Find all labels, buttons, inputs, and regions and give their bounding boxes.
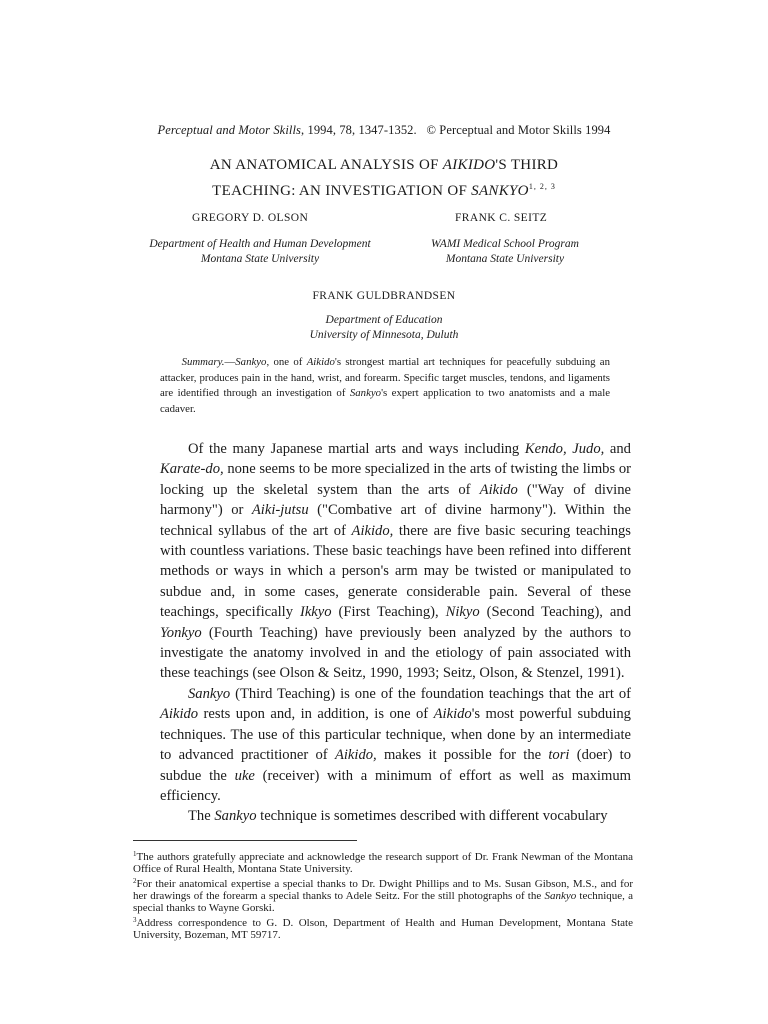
- title-text: 'S THIRD: [495, 157, 559, 173]
- footnote-text: technique, a special thanks to Wayne Gorski.: [133, 890, 633, 914]
- body-term: Nikyo: [445, 604, 480, 621]
- author-name: GREGORY D. OLSON: [192, 212, 309, 224]
- affiliation-dept: Department of Health and Human Development: [149, 238, 371, 250]
- affiliation-institution: Montana State University: [200, 253, 320, 265]
- copyright-notice: © Perceptual and Motor Skills 1994: [426, 123, 611, 137]
- footnote-text: For their anatomical expertise a special thanks to Dr. Dwight Phillips and to Ms. Susan Gibson, M.S., and for her drawings of the forearm a special thanks to Adele Seitz. For the still photographs of the: [133, 878, 633, 902]
- title-text: TEACHING: AN INVESTIGATION OF: [212, 183, 472, 199]
- body-run: (Fourth Teaching) have previously been analyzed by the authors to investigate the anatomy involved in and the etiology of pain associated with these teachings (see Olson & Seitz, 1990, 1993; Seitz, Olson, & Stenzel, 1991).: [160, 624, 631, 682]
- author-affiliation: [234, 313, 534, 343]
- body-run: (First Teaching),: [331, 604, 446, 621]
- title-italic: AIKIDO: [442, 157, 496, 173]
- body-term: Aikido: [160, 706, 199, 723]
- author-affiliation: [125, 237, 395, 267]
- body-run: ("Combative art of divine harmony"). Within the technical syllabus of the art of: [160, 502, 631, 539]
- body-run: (Third Teaching) is one of the foundation teachings that the art of: [230, 685, 631, 702]
- title-italic: SANKYO: [471, 183, 529, 199]
- body-run: 's most powerful subduing techniques. The use of this particular technique, when done by an intermediate to advanced practitioner of: [160, 706, 631, 764]
- body-term: uke: [234, 767, 255, 784]
- footnote-2: [133, 875, 633, 914]
- body-run: ("Way of divine harmony") or: [160, 481, 632, 519]
- body-term: Sankyo: [214, 808, 257, 825]
- body-run: there are five basic securing teachings with countless variations. These basic teachings have been refined into different methods or ways in which a person's arm may be twisted or manipulated to subdue and, in some cases, generate considerable pain. Several of these teachings, specifically: [160, 522, 631, 621]
- body-term: Aiki-jutsu: [251, 502, 309, 519]
- body-term: Aikido: [433, 706, 472, 723]
- body-paragraph-1: [160, 439, 631, 684]
- body-paragraph-3: [160, 806, 631, 826]
- body-run: (receiver) with a minimum of effort as well as maximum efficiency.: [160, 767, 631, 804]
- body-run: technique is sometimes described with different vocabulary: [256, 808, 608, 825]
- body-term: tori: [548, 747, 570, 764]
- body-run: and: [604, 441, 631, 457]
- footnote-1: [133, 848, 633, 875]
- footnote-3: [133, 914, 633, 941]
- footnote-text: The authors gratefully appreciate and acknowledge the research support of Dr. Frank Newman of the Montana Office of Rural Health, Montana State University.: [133, 851, 633, 875]
- footnote-text: Address correspondence to G. D. Olson, Department of Health and Human Development, Montana State University, Bozeman, MT 59717.: [133, 917, 633, 941]
- footnote-term: Sankyo: [544, 890, 577, 902]
- footnote-divider: [133, 840, 357, 841]
- body-run: makes it possible for the: [376, 747, 549, 764]
- summary-label: Summary.: [181, 356, 225, 368]
- author-name: FRANK GULDBRANDSEN: [312, 290, 456, 302]
- affiliation-dept: WAMI Medical School Program: [431, 238, 579, 250]
- title-text: AN ANATOMICAL ANALYSIS OF: [209, 157, 443, 173]
- author-name: FRANK C. SEITZ: [455, 212, 548, 224]
- body-run: none seems to be more specialized in the arts of twisting the limbs or locking up the skeletal system than the arts of: [160, 461, 631, 498]
- body-term: Ikkyo: [299, 604, 332, 621]
- summary-text: —: [224, 356, 236, 368]
- summary-term: Sankyo: [349, 387, 382, 399]
- summary-term: Sankyo: [235, 356, 267, 368]
- summary-text: 's strongest martial art techniques for peacefully subduing an attacker, produces pain in the hand, wrist, and forearm. Specific target muscles, tendons, and ligaments are identified through an investigation of: [160, 356, 610, 399]
- abstract-summary: [160, 355, 610, 417]
- body-term: Sankyo: [188, 685, 231, 702]
- body-term: Yonkyo: [160, 624, 202, 641]
- paper-title: [0, 155, 768, 202]
- body-run: (Second Teaching), and: [479, 604, 631, 621]
- footnote-marker: 1: [133, 850, 137, 858]
- body-term: Karate-do,: [160, 461, 224, 478]
- body-run: The: [188, 808, 215, 825]
- author-affiliation: [400, 237, 610, 267]
- affiliation-institution: Montana State University: [445, 253, 565, 265]
- summary-text: 's expert application to two anatomists and a male cadaver.: [160, 387, 610, 415]
- title-footnote-markers: 1, 2, 3: [528, 182, 556, 191]
- journal-citation-line: [0, 123, 768, 138]
- body-term: Kendo, Judo,: [524, 441, 605, 457]
- body-term: Aikido: [479, 481, 518, 498]
- title-line-2: [0, 176, 768, 202]
- body-text: [160, 439, 631, 827]
- summary-text: , one of: [266, 356, 307, 368]
- footnotes: [133, 848, 633, 941]
- affiliation-dept: Department of Education: [325, 314, 443, 326]
- body-term: Aikido,: [351, 522, 394, 539]
- body-run: Of the many Japanese martial arts and ways including: [188, 441, 525, 457]
- affiliation-institution: University of Minnesota, Duluth: [309, 329, 459, 341]
- journal-name: Perceptual and Motor Skills: [157, 123, 302, 137]
- footnote-marker: 2: [133, 877, 137, 885]
- body-run: rests upon and, in addition, is one of: [198, 706, 434, 723]
- footnote-marker: 3: [133, 916, 137, 924]
- body-paragraph-2: [160, 684, 631, 806]
- body-term: Aikido,: [334, 747, 377, 764]
- title-line-1: [0, 155, 768, 176]
- journal-details: , 1994, 78, 1347-1352.: [301, 123, 417, 137]
- body-run: (doer) to subdue the: [160, 747, 631, 784]
- summary-term: Aikido: [306, 356, 335, 368]
